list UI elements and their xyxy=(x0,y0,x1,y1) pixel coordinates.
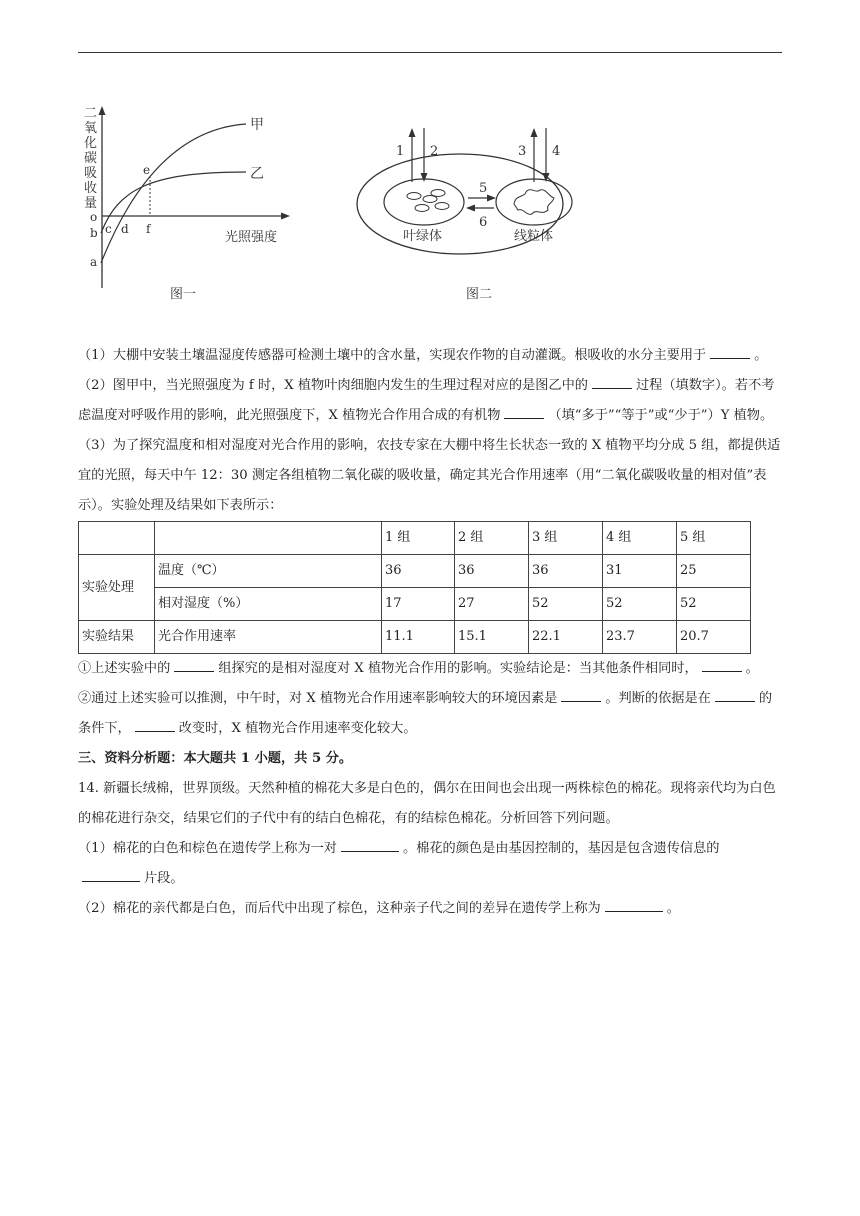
table-cell: 52 xyxy=(677,588,751,621)
table-cell: 25 xyxy=(677,555,751,588)
ylabel-char: 收 xyxy=(84,181,98,196)
table-cell: 3 组 xyxy=(529,522,603,555)
ylabel-char: 二 xyxy=(84,106,98,121)
q3-intro: （3）为了探究温度和相对湿度对光合作用的影响，农技专家在大棚中将生长状态一致的 X 植物平均分成 5 组，都提供适宜的光照，每天中午 12：30 测定各组植物二氧化碳的吸收量，确定其光合作用速率（用“二氧化碳吸收量的相对值”表示）。实验处理及结果如下表所示： xyxy=(78,438,781,513)
table-row xyxy=(79,555,751,588)
ylabel-char: 量 xyxy=(84,196,98,211)
point-label: f xyxy=(146,222,151,236)
table-cell: 实验处理 xyxy=(79,555,155,621)
table-cell: 20.7 xyxy=(677,621,751,654)
table-cell: 4 组 xyxy=(603,522,677,555)
answer-blank[interactable] xyxy=(715,700,755,702)
point-label: o xyxy=(90,210,98,224)
arrow-label: 2 xyxy=(430,144,439,159)
table-cell: 36 xyxy=(455,555,529,588)
figure-two xyxy=(357,128,572,302)
point-label: b xyxy=(90,226,98,240)
table-cell: 温度（℃） xyxy=(155,555,382,588)
fig1-x-arrow xyxy=(281,213,290,220)
table-cell: 相对湿度（%） xyxy=(155,588,382,621)
answer-blank[interactable] xyxy=(341,850,399,852)
organelle-label: 线粒体 xyxy=(514,229,554,244)
ylabel-char: 氧 xyxy=(84,121,98,136)
table-cell: 实验结果 xyxy=(79,621,155,654)
table-cell: 52 xyxy=(603,588,677,621)
section-heading: 三、资料分析题：本大题共 1 小题，共 5 分。 xyxy=(78,751,353,766)
q14: 14. 新疆长绒棉，世界顶级。天然种植的棉花大多是白色的，偶尔在田间也会出现一两株棕色的棉花。现将亲代均为白色的棉花进行杂交，结果它们的子代中有的结白色棉花，有的结棕色棉花。分析回答下列问题。 xyxy=(78,781,776,826)
table-row xyxy=(79,621,751,654)
answer-blank[interactable] xyxy=(504,417,544,419)
answer-blank[interactable] xyxy=(702,670,742,672)
chloroplast xyxy=(384,179,464,225)
fig2-caption: 图二 xyxy=(466,287,493,302)
arrow-label: 5 xyxy=(479,181,488,196)
q1-text: （1）大棚中安装土壤温湿度传感器可检测土壤中的含水量，实现农作物的自动灌溉。根吸收的水分主要用于 xyxy=(78,348,707,363)
organelle-label: 叶绿体 xyxy=(403,229,443,244)
answer-blank[interactable] xyxy=(592,387,632,389)
point-label: a xyxy=(90,255,98,269)
table-header-row xyxy=(79,522,751,555)
table-cell: 52 xyxy=(529,588,603,621)
table-cell: 11.1 xyxy=(382,621,455,654)
answer-blank[interactable] xyxy=(605,910,663,912)
ylabel-char: 碳 xyxy=(84,151,98,166)
table-cell: 27 xyxy=(455,588,529,621)
q14-1: （1）棉花的白色和棕色在遗传学上称为一对 。棉花的颜色是由基因控制的，基因是包含遗传信息的片段。 xyxy=(78,841,720,886)
figure-one xyxy=(84,106,290,302)
point-label: e xyxy=(143,163,151,177)
arrow-label: 6 xyxy=(479,215,488,230)
series-label: 甲 xyxy=(250,117,264,133)
point-label: c xyxy=(105,222,112,236)
table-cell: 36 xyxy=(382,555,455,588)
table-row xyxy=(79,588,751,621)
table-cell: 36 xyxy=(529,555,603,588)
question-content xyxy=(78,341,782,924)
q3-2: ②通过上述实验可以推测，中午时，对 X 植物光合作用速率影响较大的环境因素是 。判断的依据是在 的条件下， 改变时，X 植物光合作用速率变化较大。 xyxy=(78,691,773,736)
ylabel-char: 吸 xyxy=(84,166,98,181)
q1 xyxy=(78,341,782,371)
header-rule xyxy=(78,52,782,53)
q2-text: （2）图甲中，当光照强度为 f 时，X 植物叶肉细胞内发生的生理过程对应的是图乙中的 xyxy=(78,378,588,393)
table-cell: 5 组 xyxy=(677,522,751,555)
answer-blank[interactable] xyxy=(710,357,750,359)
point-label: d xyxy=(121,222,129,236)
q2 xyxy=(78,371,782,431)
table-cell: 1 组 xyxy=(382,522,455,555)
figure-svg xyxy=(78,100,782,315)
q2-text: （填“多于”“等于”或“少于”）Y 植物。 xyxy=(548,408,774,423)
fig1-y-arrow xyxy=(99,106,106,115)
arrow-label: 3 xyxy=(518,144,527,159)
answer-blank[interactable] xyxy=(135,730,175,732)
figures xyxy=(78,100,782,315)
table-cell: 17 xyxy=(382,588,455,621)
q14-2: （2）棉花的亲代都是白色，而后代中出现了棕色，这种亲子代之间的差异在遗传学上称为 。 xyxy=(78,901,680,916)
table-cell: 22.1 xyxy=(529,621,603,654)
fig1-caption: 图一 xyxy=(170,287,197,302)
answer-blank[interactable] xyxy=(561,700,601,702)
table-cell: 光合作用速率 xyxy=(155,621,382,654)
series-label: 乙 xyxy=(250,166,264,182)
arrow-label: 1 xyxy=(396,144,405,159)
mitochondrion xyxy=(496,179,572,225)
ylabel-char: 化 xyxy=(84,136,98,151)
fig1-xlabel: 光照强度 xyxy=(225,230,278,245)
table-cell: 23.7 xyxy=(603,621,677,654)
q2-text: 过程（填数字）。若不考虑温度对呼吸作用的影响，此光照强度下，X 植物光合作用合成的有机物 xyxy=(78,378,775,423)
table-cell: 31 xyxy=(603,555,677,588)
answer-blank[interactable] xyxy=(82,880,140,882)
arrow-label: 4 xyxy=(552,144,561,159)
answer-blank[interactable] xyxy=(174,670,214,672)
q3-1: ①上述实验中的 组探究的是相对湿度对 X 植物光合作用的影响。实验结论是：当其他条件相同时， 。 xyxy=(78,661,759,676)
experiment-table xyxy=(78,521,751,654)
table-cell: 15.1 xyxy=(455,621,529,654)
fig1-ylabel xyxy=(84,106,97,211)
table-cell: 2 组 xyxy=(455,522,529,555)
q1-end: 。 xyxy=(754,348,768,363)
